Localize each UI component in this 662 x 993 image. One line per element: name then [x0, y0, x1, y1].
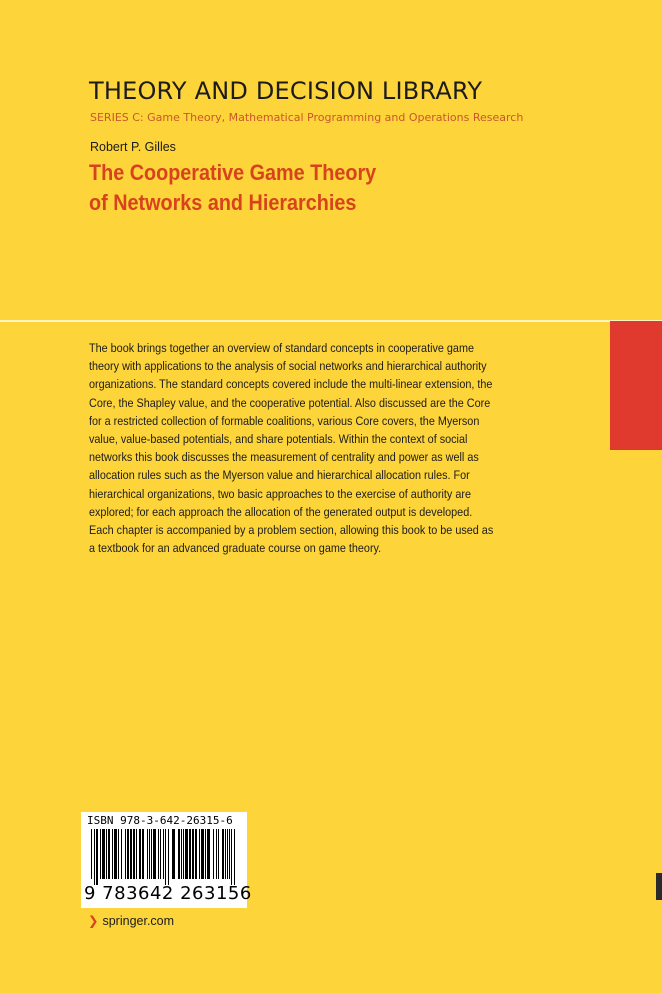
series-subtitle: SERIES C: Game Theory, Mathematical Programming and Operations Research: [90, 111, 524, 124]
barcode-stripe: [165, 829, 166, 885]
barcode-stripe: [189, 829, 191, 879]
barcode-stripe: [142, 829, 144, 879]
barcode-stripe: [222, 829, 224, 879]
barcode-stripe: [183, 829, 184, 879]
barcode-stripe: [172, 829, 175, 879]
barcode-stripe: [130, 829, 132, 879]
barcode-stripe: [133, 829, 135, 879]
chevron-right-icon: ❯: [88, 914, 99, 928]
blurb-line: theory with applications to the analysis of social networks and hierarchical authority: [89, 359, 487, 374]
barcode-stripe: [118, 829, 119, 879]
book-title: [89, 158, 376, 218]
barcode-stripe: [207, 829, 210, 879]
blurb-line: value, value-based potentials, and share potentials. Within the context of social: [89, 432, 468, 447]
blurb-line: organizations. The standard concepts covered include the multi-linear extension, the: [89, 377, 493, 392]
barcode-stripe: [218, 829, 219, 879]
barcode-stripe: [168, 829, 169, 885]
barcode-stripe: [136, 829, 137, 879]
blurb-line: a textbook for an advanced graduate course on game theory.: [89, 541, 382, 556]
barcode-stripe: [216, 829, 217, 879]
barcode-stripe: [163, 829, 164, 879]
publisher-link[interactable]: [88, 913, 174, 928]
barcode-stripe: [234, 829, 235, 885]
barcode-stripe: [112, 829, 113, 879]
barcode-stripe: [185, 829, 188, 879]
book-title-line-2: of Networks and Hierarchies: [89, 190, 357, 215]
blurb-line: networks this book discusses the measurement of centrality and power as well as: [89, 450, 479, 465]
blurb-line: hierarchical organizations, two basic approaches to the exercise of authority are: [89, 486, 471, 501]
barcode-stripe: [139, 829, 141, 879]
barcode-stripe: [229, 829, 230, 879]
book-blurb: [89, 339, 511, 557]
barcode-stripe: [181, 829, 182, 879]
isbn-label: ISBN 978-3-642-26315-6: [87, 814, 233, 827]
barcode-stripe: [96, 829, 98, 885]
barcode-stripe: [125, 829, 126, 879]
barcode-icon: [85, 829, 243, 885]
blurb-line: The book brings together an overview of standard concepts in cooperative game: [89, 341, 474, 355]
publisher-link-text: springer.com: [102, 914, 175, 928]
barcode-stripe: [153, 829, 156, 879]
barcode-stripe: [102, 829, 105, 879]
barcode-stripe: [199, 829, 200, 879]
blurb-line: Each chapter is accompanied by a problem section, allowing this book to be used as: [89, 523, 494, 538]
barcode-stripe: [178, 829, 180, 879]
author-name: Robert P. Gilles: [90, 140, 176, 154]
blurb-line: allocation rules such as the Myerson value and hierarchical allocation rules. For: [89, 468, 470, 483]
barcode-stripe: [231, 829, 232, 885]
barcode-stripe: [192, 829, 194, 879]
barcode-stripe: [106, 829, 107, 879]
barcode-digits: 9 783642 263156: [84, 883, 252, 904]
barcode-stripe: [91, 829, 92, 879]
barcode-stripe: [205, 829, 206, 879]
barcode-stripe: [100, 829, 101, 879]
series-title: THEORY AND DECISION LIBRARY: [89, 77, 483, 105]
barcode-stripe: [114, 829, 117, 879]
book-title-line-1: The Cooperative Game Theory: [89, 160, 377, 185]
blurb-line: Core, the Shapley value, and the cooperative potential. Also discussed are the Core: [89, 395, 491, 410]
barcode-stripe: [213, 829, 214, 879]
barcode-stripe: [147, 829, 148, 879]
red-tab: [610, 321, 662, 450]
barcode-stripe: [127, 829, 129, 879]
blurb-line: explored; for each approach the allocation of the generated output is developed.: [89, 504, 473, 519]
barcode-stripe: [158, 829, 159, 879]
barcode-box: [81, 812, 252, 908]
barcode-stripe: [160, 829, 161, 879]
barcode-stripe: [201, 829, 204, 879]
barcode-stripe: [108, 829, 110, 879]
barcode-stripe: [227, 829, 228, 879]
barcode-stripe: [94, 829, 95, 885]
barcode-stripe: [195, 829, 197, 879]
barcode-stripe: [149, 829, 150, 879]
barcode-stripe: [225, 829, 226, 879]
edge-mark: [656, 873, 662, 900]
blurb-line: for a restricted collection of formable coalitions, various Core covers, the Myerson: [89, 413, 480, 428]
barcode-stripe: [121, 829, 122, 879]
barcode-stripe: [151, 829, 152, 879]
divider-line: [0, 320, 662, 322]
